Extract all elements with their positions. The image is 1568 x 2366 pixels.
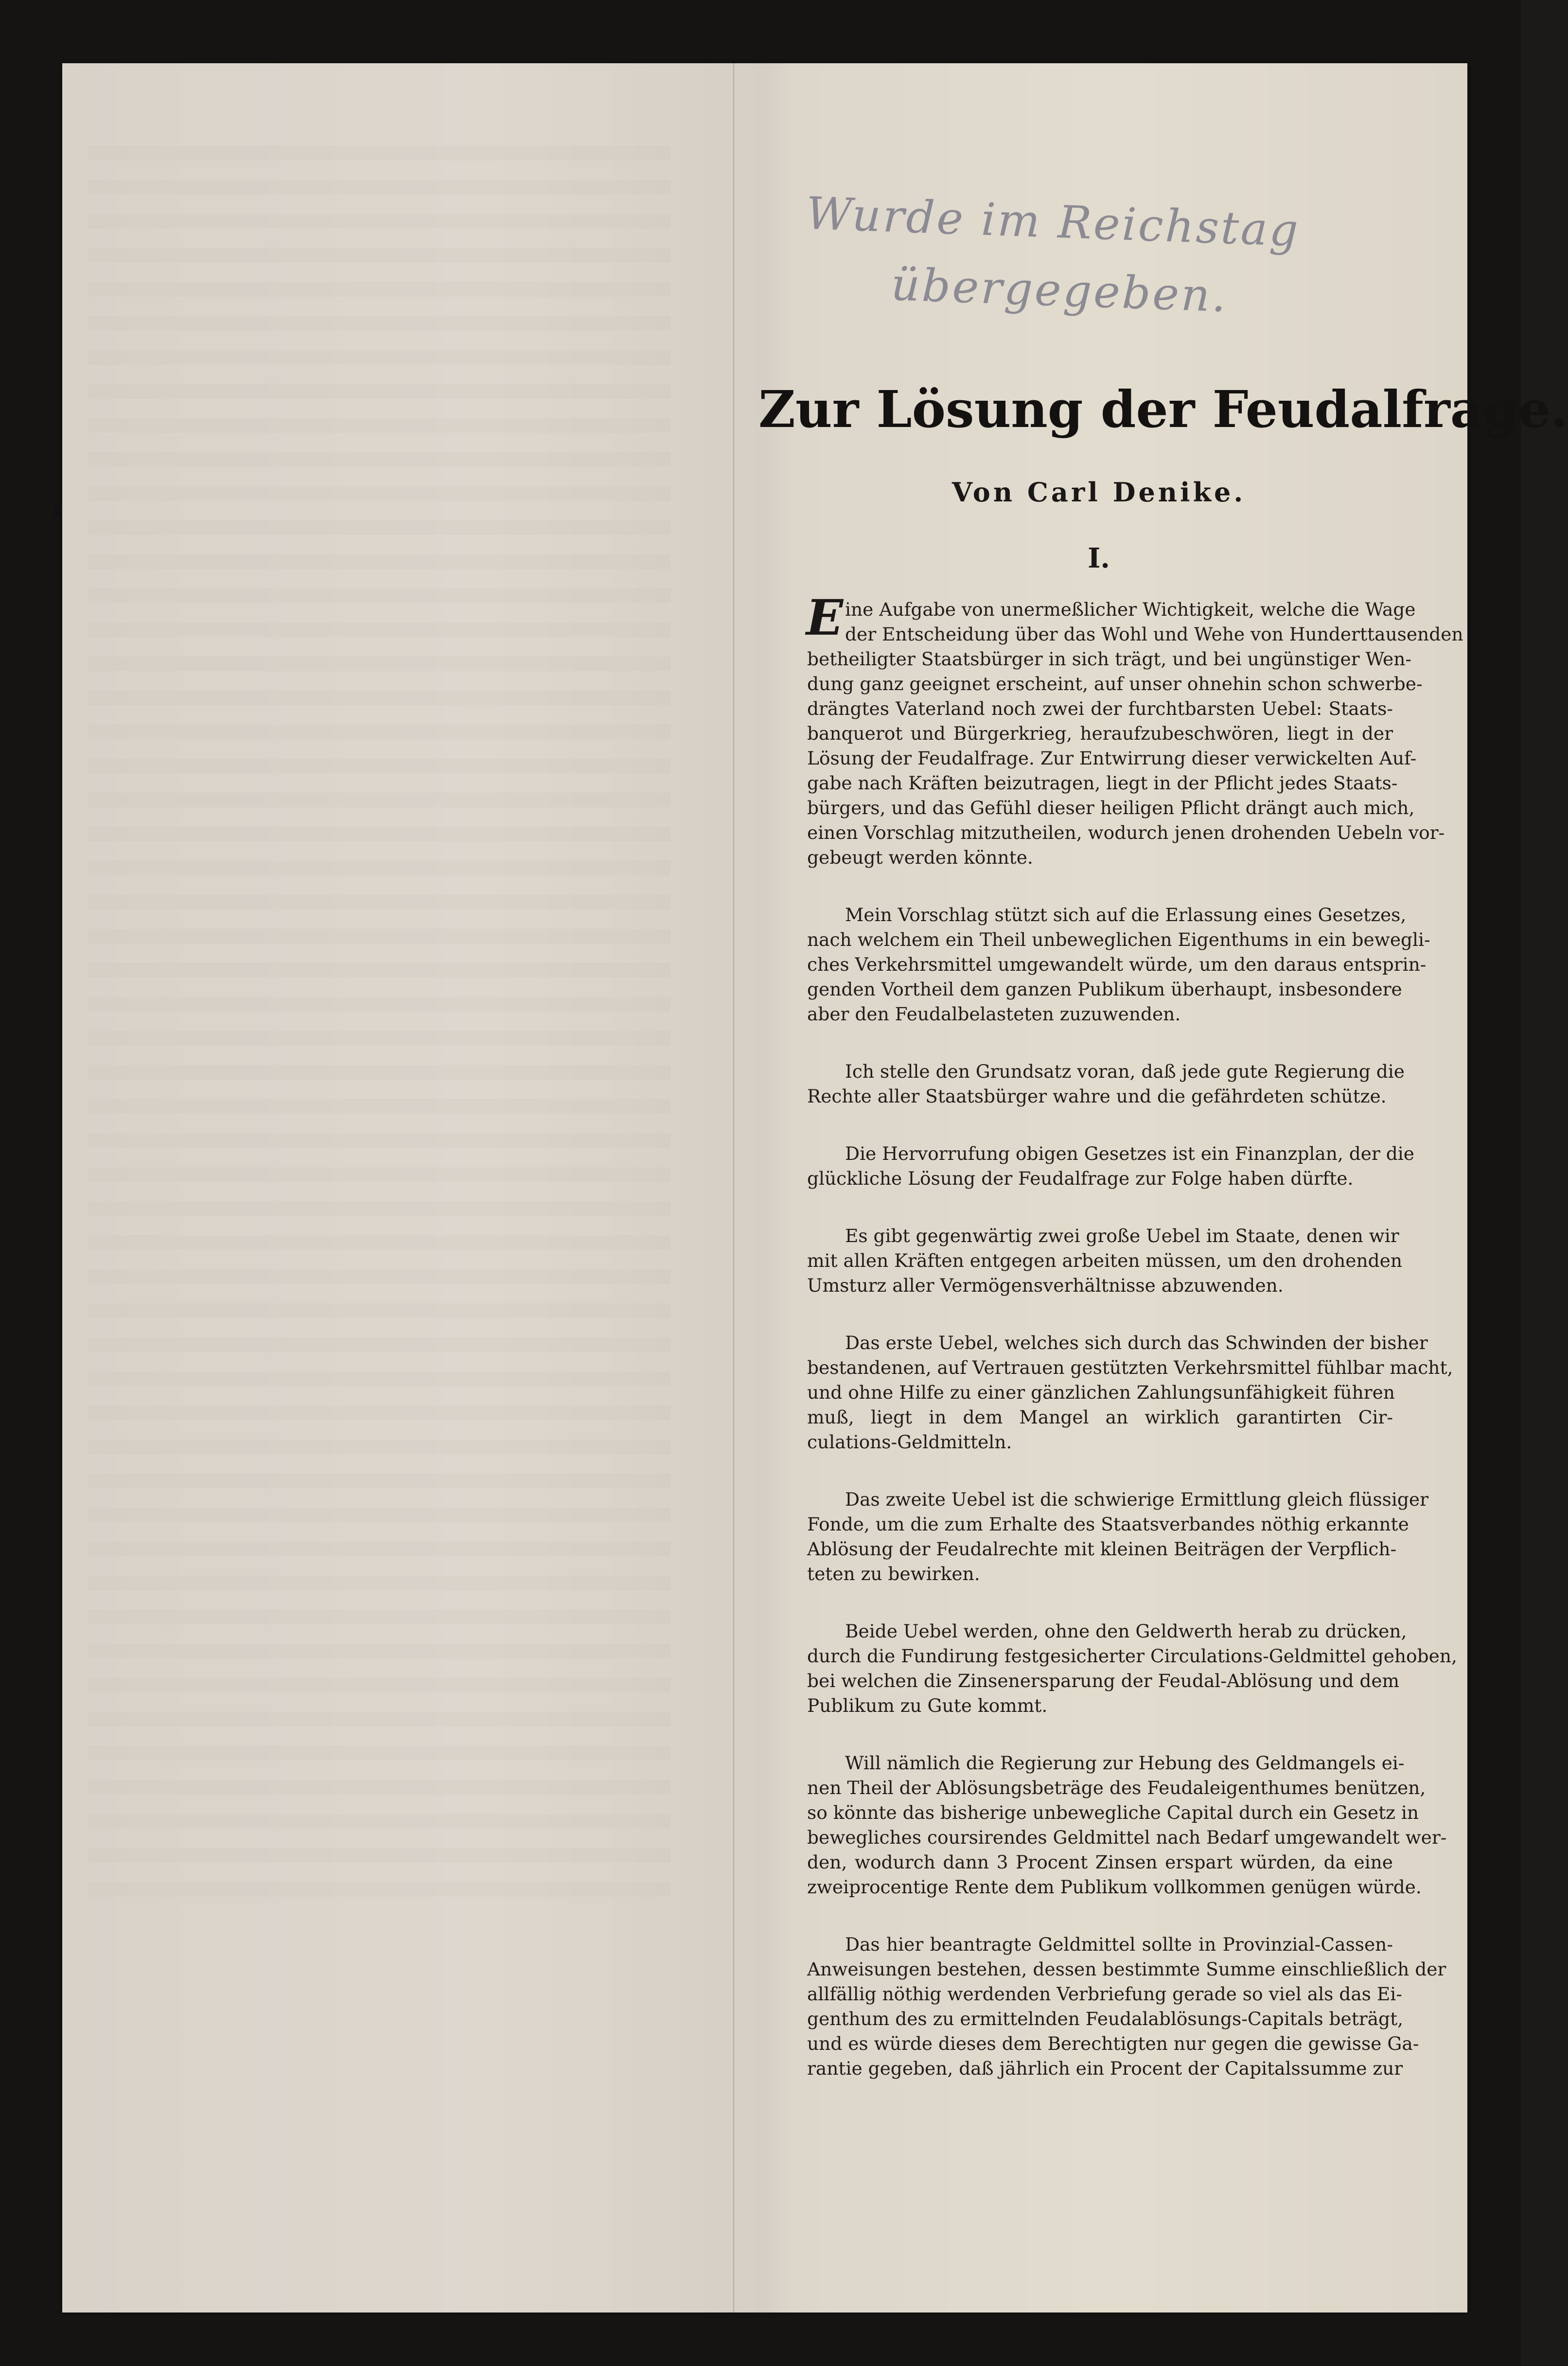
text-line: dung ganz geeignet erscheint, auf unser ohnehin schon schwerbe-: [807, 673, 1423, 694]
text-line: gebeugt werden könnte.: [807, 847, 1033, 868]
text-line: banquerot und Bürgerkrieg, heraufzubeschwören, liegt in der: [807, 723, 1393, 744]
text-line: Mein Vorschlag stützt sich auf die Erlassung eines Gesetzes,: [845, 904, 1407, 925]
paragraph: [807, 1487, 1429, 1586]
text-line: Es gibt gegenwärtig zwei große Uebel im Staate, denen wir: [845, 1225, 1399, 1246]
text-line: Das erste Uebel, welches sich durch das Schwinden der bisher: [845, 1332, 1428, 1353]
paragraph: [806, 589, 1463, 870]
text-line: betheiligter Staatsbürger in sich trägt, und bei ungünstiger Wen-: [807, 648, 1412, 670]
text-line: Will nämlich die Regierung zur Hebung des Geldmangels ei-: [845, 1752, 1405, 1774]
text-line: gabe nach Kräften beizutragen, liegt in der Pflicht jedes Staats-: [807, 772, 1398, 794]
handwritten-line-2: übergegeben.: [890, 258, 1229, 322]
text-line: und ohne Hilfe zu einer gänzlichen Zahlungsunfähigkeit führen: [807, 1382, 1395, 1403]
text-line: bürgers, und das Gefühl dieser heiligen Pflicht drängt auch mich,: [807, 797, 1415, 818]
center-fold: [733, 63, 735, 2313]
paragraph: [807, 903, 1430, 1027]
text-line: durch die Fundirung festgesicherter Circulations-Geldmittel gehoben,: [807, 1645, 1457, 1667]
binding-mark: [54, 506, 62, 516]
text-line: aber den Feudalbelasteten zuzuwenden.: [807, 1003, 1181, 1025]
text-line: einen Vorschlag mitzutheilen, wodurch jenen drohenden Uebeln vor-: [807, 822, 1445, 843]
paragraph: [807, 1932, 1446, 2081]
text-line: Ablösung der Feudalrechte mit kleinen Beiträgen der Verpflich-: [807, 1538, 1397, 1560]
text-line: genthum des zu ermittelnden Feudalablösungs-Capitals beträgt,: [807, 2008, 1404, 2029]
text-line: Beide Uebel werden, ohne den Geldwerth herab zu drücken,: [845, 1620, 1407, 1642]
text-line: Rechte aller Staatsbürger wahre und die gefährdeten schütze.: [807, 1085, 1387, 1107]
text-line: glückliche Lösung der Feudalfrage zur Folge haben dürfte.: [807, 1168, 1354, 1189]
text-line: mit allen Kräften entgegen arbeiten müssen, um den drohenden: [807, 1250, 1402, 1271]
paragraph: [807, 1751, 1447, 1900]
text-line: Das zweite Uebel ist die schwierige Ermittlung gleich flüssiger: [845, 1489, 1429, 1510]
text-line: drängtes Vaterland noch zwei der furchtbarsten Uebel: Staats-: [807, 698, 1393, 719]
drop-cap: E: [806, 589, 844, 646]
text-line: den, wodurch dann 3 Procent Zinsen erspart würden, da eine: [807, 1851, 1393, 1873]
text-line: muß, liegt in dem Mangel an wirklich garantirten Cir-: [807, 1406, 1393, 1428]
text-line: Anweisungen bestehen, dessen bestimmte Summe einschließlich der: [807, 1958, 1446, 1980]
paragraph: [807, 1331, 1453, 1455]
text-line: ches Verkehrsmittel umgewandelt würde, um den daraus entsprin-: [807, 954, 1427, 975]
text-line: nach welchem ein Theil unbeweglichen Eigenthums in ein bewegli-: [807, 929, 1430, 950]
paragraph: [807, 1059, 1405, 1109]
text-line: so könnte das bisherige unbewegliche Capital durch ein Gesetz in: [807, 1802, 1419, 1823]
text-line: culations-Geldmitteln.: [807, 1431, 1012, 1453]
text-line: Publikum zu Gute kommt.: [807, 1695, 1048, 1716]
text-line: bewegliches coursirendes Geldmittel nach Bedarf umgewandelt wer-: [807, 1827, 1447, 1848]
document-body: [806, 589, 1463, 2114]
document-author: Von Carl Denike.: [951, 477, 1246, 508]
text-line: bei welchen die Zinsenersparung der Feudal-Ablösung und dem: [807, 1670, 1400, 1691]
text-line: genden Vortheil dem ganzen Publikum überhaupt, insbesondere: [807, 978, 1402, 1000]
text-line: Umsturz aller Vermögensverhältnisse abzuwenden.: [807, 1275, 1284, 1296]
paragraph: [807, 1141, 1414, 1191]
text-line: ine Aufgabe von unermeßlicher Wichtigkeit, welche die Wage: [845, 599, 1416, 620]
text-line: Fonde, um die zum Erhalte des Staatsverbandes nöthig erkannte: [807, 1513, 1409, 1535]
text-line: teten zu bewirken.: [807, 1563, 980, 1584]
bleed-through-texture: [88, 146, 671, 1897]
paragraph: [807, 1224, 1402, 1298]
section-number: I.: [1088, 542, 1110, 574]
text-line: Das hier beantragte Geldmittel sollte in Provinzial-Cassen-: [845, 1934, 1393, 1955]
document-title: Zur Lösung der Feudalfrage.: [758, 379, 1568, 439]
handwritten-line-1: Wurde im Reichstag: [805, 187, 1301, 257]
text-line: und es würde dieses dem Berechtigten nur gegen die gewisse Ga-: [807, 2033, 1419, 2054]
text-line: Ich stelle den Grundsatz voran, daß jede gute Regierung die: [845, 1061, 1405, 1082]
text-line: Die Hervorrufung obigen Gesetzes ist ein Finanzplan, der die: [845, 1143, 1414, 1164]
text-line: Lösung der Feudalfrage. Zur Entwirrung dieser verwickelten Auf-: [807, 747, 1417, 769]
handwritten-note: [802, 179, 1390, 336]
text-line: zweiprocentige Rente dem Publikum vollkommen genügen würde.: [807, 1876, 1422, 1898]
text-line: der Entscheidung über das Wohl und Wehe von Hunderttausenden: [845, 623, 1463, 645]
paragraph: [807, 1619, 1457, 1718]
text-line: bestandenen, auf Vertrauen gestützten Verkehrsmittel fühlbar macht,: [807, 1357, 1453, 1378]
text-line: nen Theil der Ablösungsbeträge des Feudaleigenthumes benützen,: [807, 1777, 1426, 1798]
text-line: allfällig nöthig werdenden Verbriefung gerade so viel als das Ei-: [807, 1983, 1402, 2005]
text-line: rantie gegeben, daß jährlich ein Procent der Capitalssumme zur: [807, 2058, 1403, 2079]
